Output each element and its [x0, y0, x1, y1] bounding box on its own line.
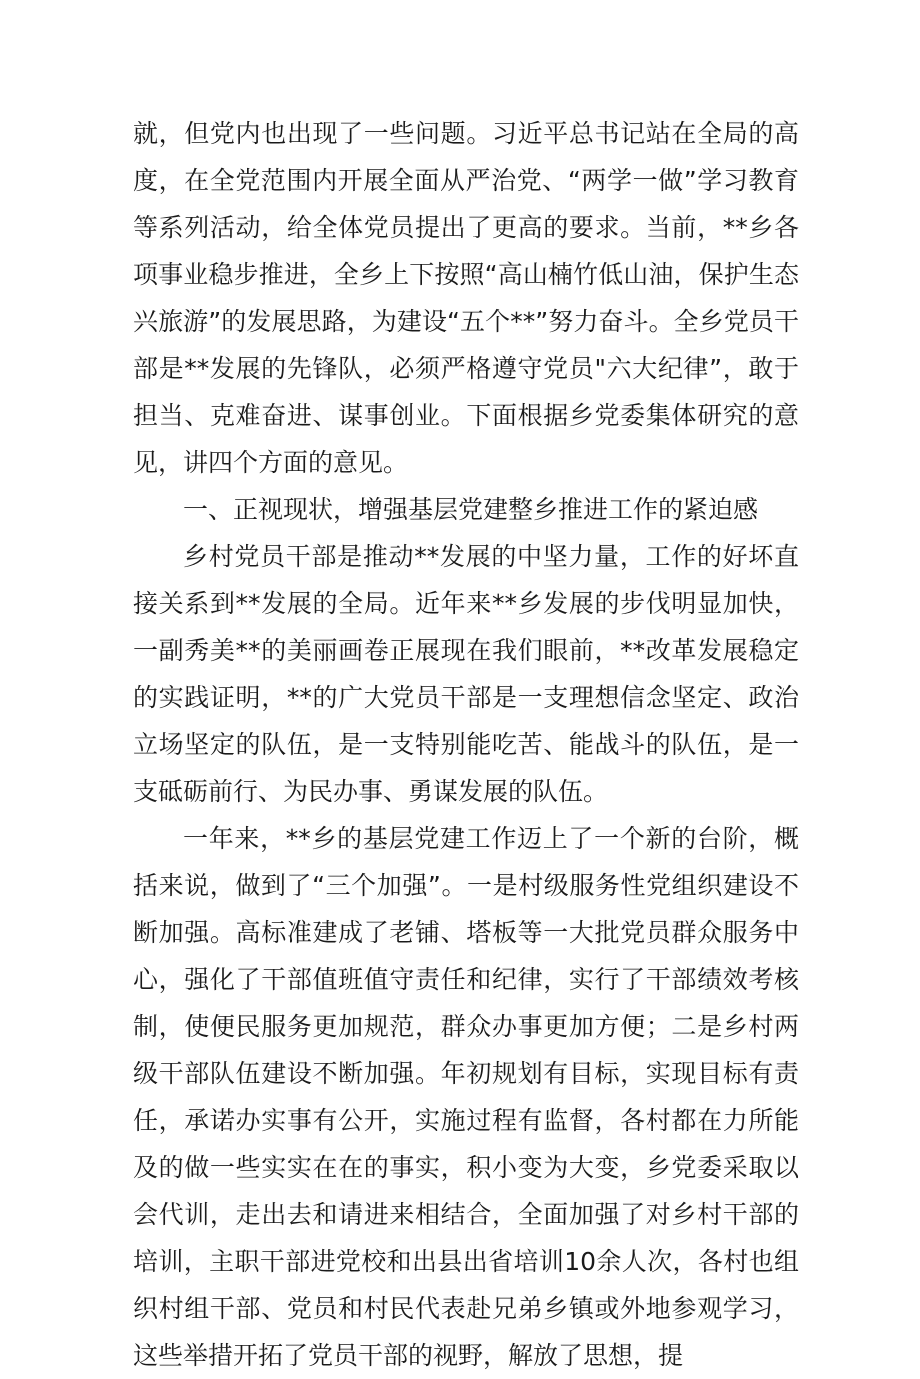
paragraph-body: 一年来，**乡的基层党建工作迈上了一个新的台阶，概括来说，做到了“三个加强”。一是村级服务性党组织建设不断加强。高标准建成了老铺、塔板等一大批党员群众服务中心，强化了干部值班值守责任和纪律，实行了干部绩效考核制，使便民服务更加规范，群众办事更加方便；二是乡村两级干部队伍建设不断加强。年初规划有目标，实现目标有责任，承诺办实事有公开，实施过程有监督，各村都在力所能及的做一些实实在在的事实，积小变为大变，乡党委采取以会代训，走出去和请进来相结合，全面加强了对乡村干部的培训，主职干部进党校和出县出省培训10余人次，各村也组织村组干部、党员和村民代表赴兄弟乡镇或外地参观学习，这些举措开拓了党员干部的视野，解放了思想，提 — [133, 824, 799, 1370]
section-heading: 一、正视现状，增强基层党建整乡推进工作的紧迫感 — [183, 495, 759, 524]
paragraph-continuation: 就，但党内也出现了一些问题。习近平总书记站在全局的高度，在全党范围内开展全面从严治党、“两学一做”学习教育等系列活动，给全体党员提出了更高的要求。当前，**乡各项事业稳步推进，全乡上下按照“高山楠竹低山油，保护生态兴旅游”的发展思路，为建设“五个**”努力奋斗。全乡党员干部是**发展的先锋队，必须严格遵守党员"六大纪律”，敢于担当、克难奋进、谋事创业。下面根据乡党委集体研究的意见，讲四个方面的意见。 — [133, 119, 799, 477]
paragraph-body: 乡村党员干部是推动**发展的中坚力量，工作的好坏直接关系到**发展的全局。近年来**乡发展的步伐明显加快，一副秀美**的美丽画卷正展现在我们眼前，**改革发展稳定的实践证明，**的广大党员干部是一支理想信念坚定、政治立场坚定的队伍，是一支特别能吃苦、能战斗的队伍，是一支砥砺前行、为民办事、勇谋发展的队伍。 — [133, 542, 799, 806]
document-body — [133, 110, 799, 1379]
